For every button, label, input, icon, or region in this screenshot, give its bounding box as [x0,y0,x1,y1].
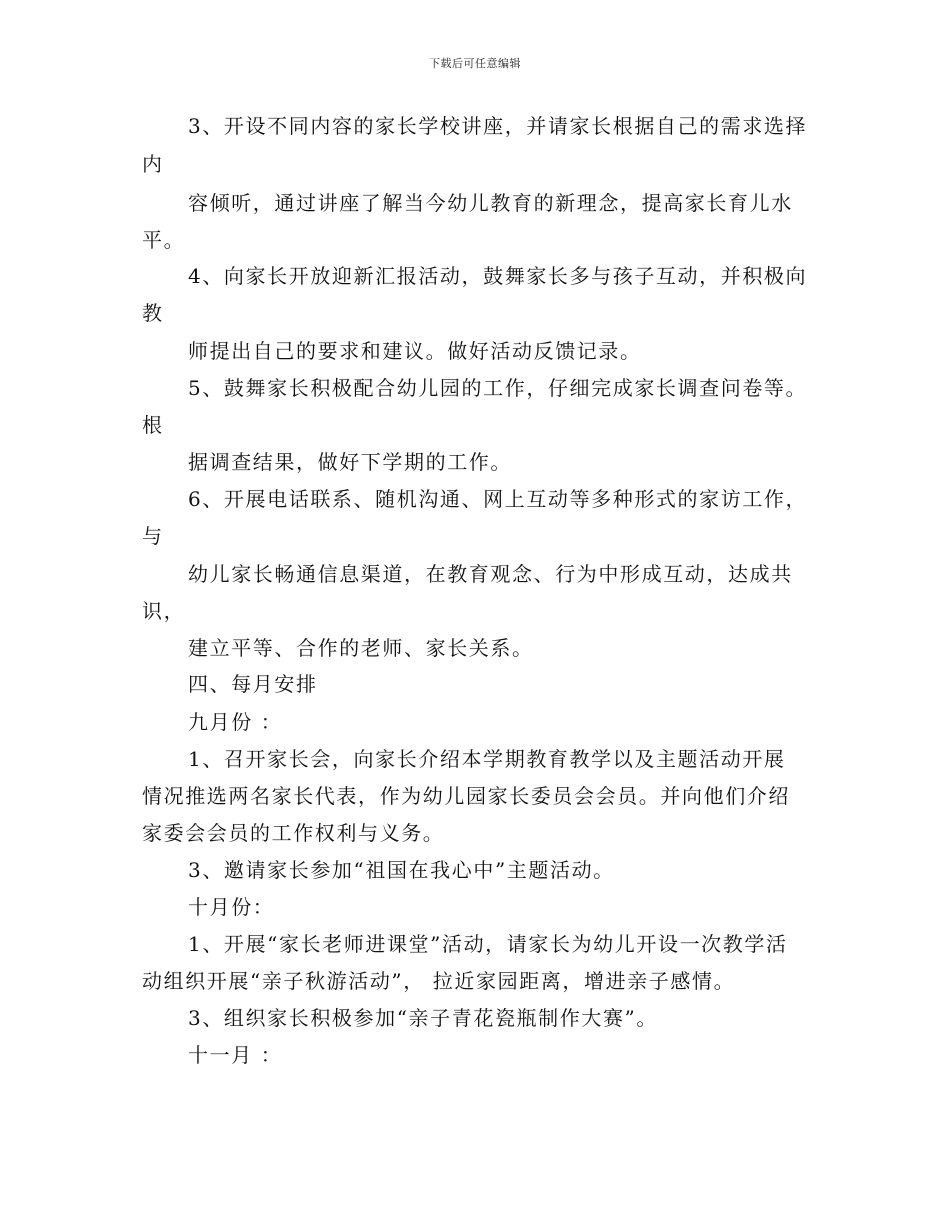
paragraph-line: 内 [142,152,164,176]
paragraph-line: 与 [142,524,164,548]
paragraph-line: 建立平等、合作的老师、家长关系。 [188,636,534,660]
paragraph-line: 3、组织家长积极参加“亲子青花瓷瓶制作大赛”。 [188,1006,658,1030]
paragraph-line: 根 [142,413,164,437]
paragraph-line: 教 [142,301,164,325]
paragraph-line: 识， [142,599,186,623]
section-heading: 四、每月安排 [188,672,318,696]
month-heading: 九月份 ： [188,710,283,734]
paragraph-line: 5、鼓舞家长积极配合幼儿园的工作，仔细完成家长调查问卷等。 [188,376,808,400]
page-header-note: 下载后可任意编辑 [429,57,521,70]
paragraph-line: 4、向家长开放迎新汇报活动，鼓舞家长多与孩子互动，并积极向 [188,264,808,288]
month-heading: 十月份： [188,895,275,919]
paragraph-line: 1、开展“家长老师进课堂”活动，请家长为幼儿开设一次教学活 [188,932,788,956]
paragraph-line: 容倾听，通过讲座了解当今幼儿教育的新理念，提高家长育儿水 [188,191,793,215]
paragraph-line: 据调查结果，做好下学期的工作。 [188,450,512,474]
paragraph-line: 情况推选两名家长代表，作为幼儿园家长委员会会员。并向他们介绍 [142,784,790,808]
paragraph-line: 动组织开展“亲子秋游活动”， 拉近家园距离，增进亲子感情。 [142,969,736,993]
paragraph-line: 1、召开家长会，向家长介绍本学期教育教学以及主题活动开展 [188,747,786,771]
paragraph-line: 平。 [142,228,186,252]
paragraph-line: 6、开展电话联系、随机沟通、网上互动等多种形式的家访工作， [188,487,808,511]
paragraph-line: 家委会会员的工作权利与义务。 [142,821,445,845]
paragraph-line: 3、开设不同内容的家长学校讲座，并请家长根据自己的需求选择 [188,114,808,138]
month-heading: 十一月 ： [188,1043,283,1067]
paragraph-line: 3、邀请家长参加“祖国在我心中”主题活动。 [188,858,615,882]
paragraph-line: 师提出自己的要求和建议。做好活动反馈记录。 [188,339,642,363]
paragraph-line: 幼儿家长畅通信息渠道，在教育观念、行为中形成互动，达成共 [188,562,793,586]
